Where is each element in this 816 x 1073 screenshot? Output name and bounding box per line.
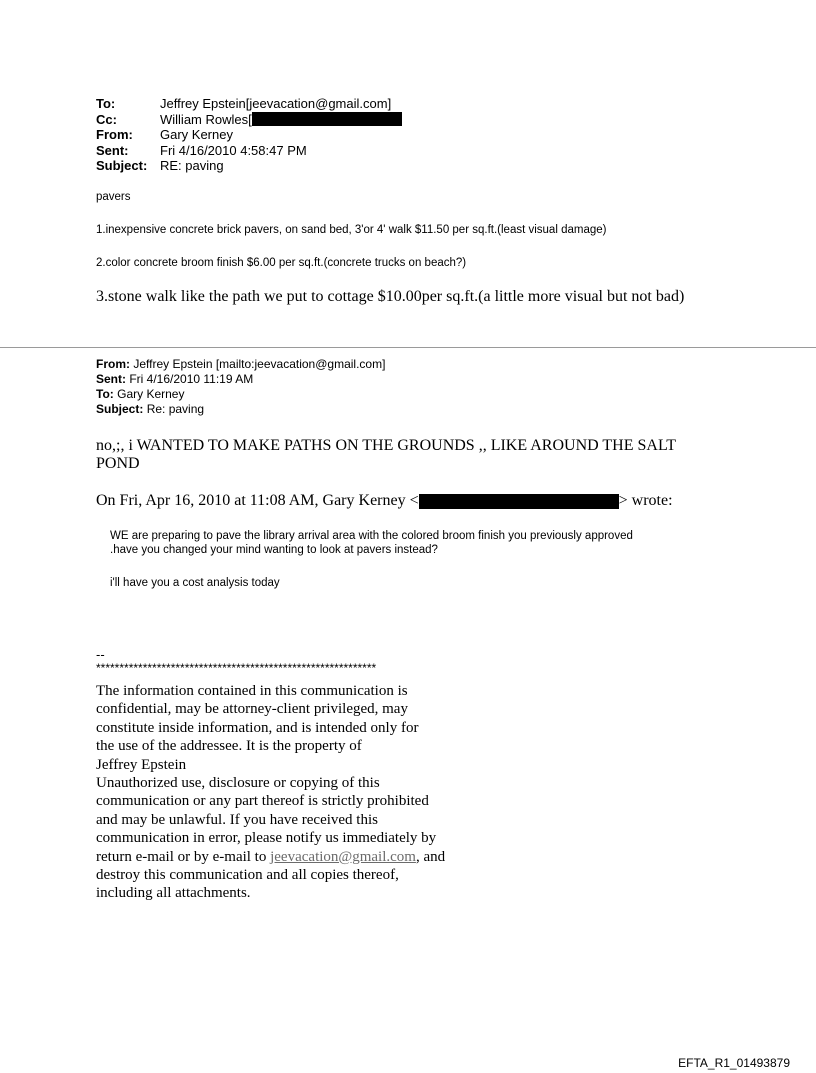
fwd-sent-value: Fri 4/16/2010 11:19 AM [129,372,254,386]
reply-intro: pavers [96,191,131,203]
from-value: Gary Kerney [160,127,233,142]
disclaimer-line: The information contained in this communication is [96,683,408,699]
fwd-to-value: Gary Kerney [117,387,185,401]
reply-line-3: 3.stone walk like the path we put to cottage $10.00per sq.ft.(a little more visual but not bad) [96,288,685,305]
attribution-start: On Fri, Apr 16, 2010 at 11:08 AM, Gary Kerney < [96,492,419,509]
fwd-body-line-2: POND [96,455,140,472]
signature-dashes: -- [96,647,105,662]
disclaimer-line: constitute inside information, and is intended only for [96,719,419,736]
return-prefix: return e-mail or by e-mail to [96,848,271,865]
fwd-subject-row [96,402,385,417]
fwd-sent-row [96,372,385,387]
disclaimer-line: including all attachments. [96,885,251,902]
fwd-from-value: Jeffrey Epstein [mailto:jeevacation@gmail.com] [133,357,386,371]
attribution-end: > wrote: [618,492,673,509]
from-label: From: [96,127,133,142]
fwd-subject-label: Subject: [96,402,144,416]
document-id: EFTA_R1_01493879 [678,1056,790,1070]
fwd-subject-value: Re: paving [146,402,205,416]
quoted-line-2: .have you changed your mind wanting to look at pavers instead? [110,544,438,556]
fwd-to-label: To: [96,387,114,401]
fwd-body-line-1: no,;, i WANTED TO MAKE PATHS ON THE GROUNDS ,, LIKE AROUND THE SALT [96,437,677,454]
sent-row [96,143,402,159]
disclaimer-line: the use of the addressee. It is the property of [96,738,362,755]
subject-label: Subject: [96,158,148,173]
redaction-block [252,112,402,126]
cc-value: William Rowles[ [160,111,252,127]
fwd-to-row [96,387,385,402]
disclaimer-line: communication in error, please notify us immediately by [96,830,437,847]
signature-stars: ************************************************************ [96,661,377,675]
subject-value: RE: paving [160,158,224,173]
disclaimer-line: confidential, may be attorney-client privileged, may [96,701,408,718]
reply-line-2: 2.color concrete broom finish $6.00 per sq.ft.(concrete trucks on beach?) [96,257,467,269]
cc-label: Cc: [96,111,117,127]
return-suffix: , and [415,848,446,865]
attribution-line [96,492,673,510]
disclaimer-line: Jeffrey Epstein [96,756,187,773]
disclaimer [96,682,445,903]
disclaimer-line: and may be unlawful. If you have received this [96,811,378,828]
disclaimer-line: destroy this communication and all copies thereof, [96,867,399,884]
divider [0,347,816,348]
email-header [96,96,402,174]
to-row [96,96,402,112]
to-label: To: [96,96,116,111]
fwd-sent-label: Sent: [96,372,126,386]
sent-value: Fri 4/16/2010 4:58:47 PM [160,142,307,158]
subject-row [96,158,402,174]
sent-label: Sent: [96,142,129,158]
cc-row [96,112,402,128]
forwarded-header [96,357,385,417]
quoted-line-3: i'll have you a cost analysis today [110,577,280,589]
fwd-from-label: From: [96,357,130,371]
disclaimer-line: communication or any part thereof is strictly prohibited [96,793,429,810]
redaction-block [419,494,619,509]
from-row [96,127,402,143]
disclaimer-line: Unauthorized use, disclosure or copying of this [96,775,380,792]
fwd-from-row [96,357,385,372]
to-value: Jeffrey Epstein[jeevacation@gmail.com] [160,96,392,111]
disclaimer-return-line [96,848,445,866]
reply-line-1: 1.inexpensive concrete brick pavers, on sand bed, 3'or 4' walk $11.50 per sq.ft.(least visual damage) [96,224,607,236]
quoted-line-1: WE are preparing to pave the library arrival area with the colored broom finish you previously approved [110,530,633,542]
email-link[interactable]: jeevacation@gmail.com [270,848,416,865]
